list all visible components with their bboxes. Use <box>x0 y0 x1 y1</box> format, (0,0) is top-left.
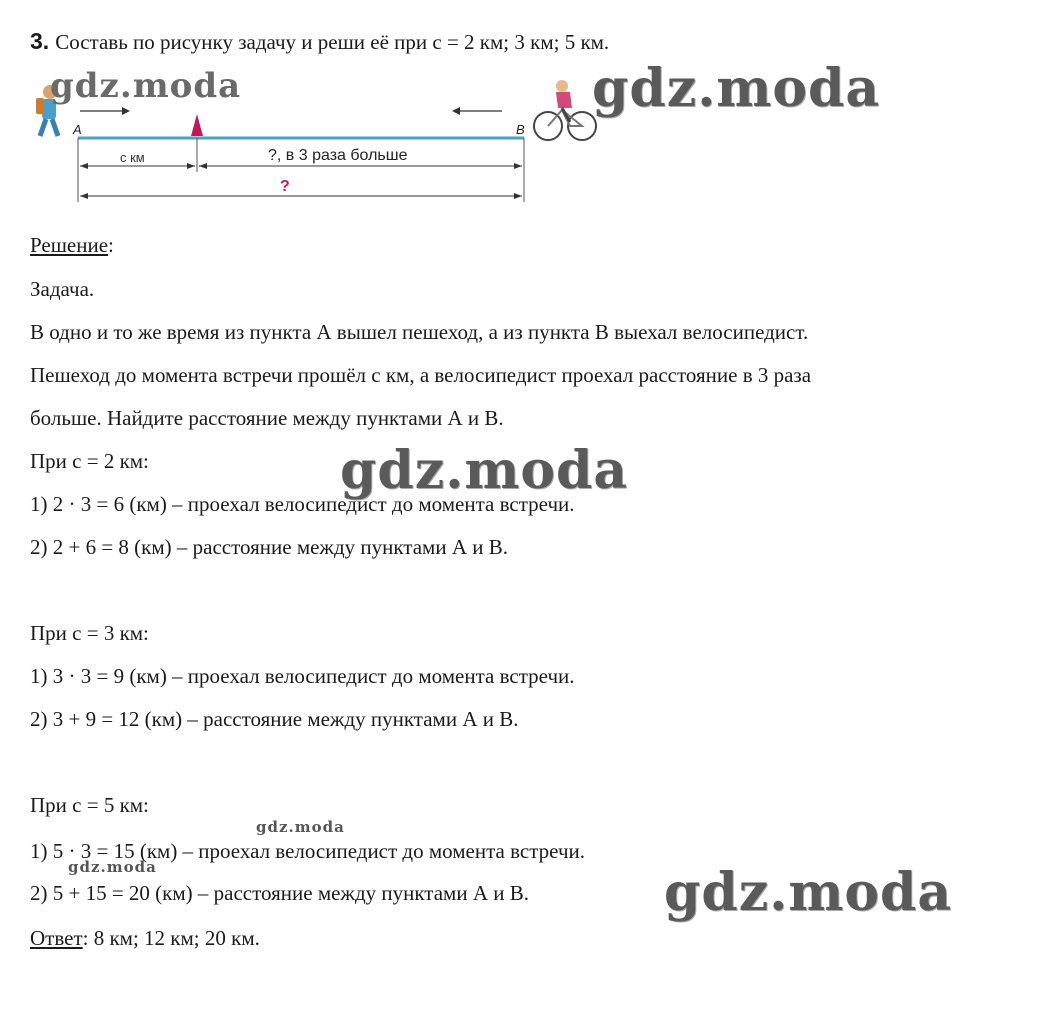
case-2-title: При с = 3 км: <box>30 621 149 645</box>
arrow-left-icon <box>452 107 502 115</box>
answer-label: Ответ <box>30 926 83 950</box>
cyclist-icon <box>534 80 596 140</box>
watermark-top-right: gdz.moda <box>592 58 881 119</box>
case-1-step-2: 2) 2 + 6 = 8 (км) – расстояние между пунктами А и В. <box>30 535 508 559</box>
case-3-title: При с = 5 км: <box>30 793 149 817</box>
solution-heading-colon: : <box>108 233 114 257</box>
task-number: 3. <box>30 28 50 54</box>
task-text: Составь по рисунку задачу и реши её при с = 2 км; 3 км; 5 км. <box>55 30 610 54</box>
task-statement <box>30 28 609 55</box>
problem-line-1: В одно и то же время из пункта А вышел пешеход, а из пункта В выехал велосипедист. <box>30 320 809 344</box>
segment-rest-label: ?, в 3 раза больше <box>268 147 408 164</box>
total-label: ? <box>280 178 290 195</box>
solution-heading <box>30 232 114 258</box>
case-3-step-2: 2) 5 + 15 = 20 (км) – расстояние между пунктами А и В. <box>30 881 529 905</box>
answer-text: : 8 км; 12 км; 20 км. <box>82 926 260 950</box>
case-1-step-1: 1) 2 · 3 = 6 (км) – проехал велосипедист до момента встречи. <box>30 492 575 516</box>
case-1-title: При с = 2 км: <box>30 449 149 473</box>
problem-line-3: больше. Найдите расстояние между пунктами А и В. <box>30 406 504 430</box>
case-2-step-2: 2) 3 + 9 = 12 (км) – расстояние между пунктами А и В. <box>30 707 519 731</box>
watermark-middle: gdz.moda <box>340 440 629 501</box>
problem-line-2: Пешеход до момента встречи прошёл с км, а велосипедист проехал расстояние в 3 раза <box>30 363 812 387</box>
watermark-small-2: gdz.moda <box>68 858 157 876</box>
watermark-small-1: gdz.moda <box>256 818 345 836</box>
meeting-point-marker <box>191 114 203 136</box>
arrow-right-icon <box>80 107 130 115</box>
solution-heading-text: Решение <box>30 233 109 257</box>
point-b-label: B <box>516 122 525 137</box>
task-label: Задача. <box>30 277 95 301</box>
case-3-step-1: 1) 5 · 3 = 15 (км) – проехал велосипедист до момента встречи. <box>30 839 586 863</box>
point-a-label: A <box>73 122 82 137</box>
watermark-top-left: gdz.moda <box>50 66 242 106</box>
watermark-bottom-right: gdz.moda <box>664 862 953 923</box>
segment-c-label: с км <box>120 150 145 165</box>
case-2-step-1: 1) 3 · 3 = 9 (км) – проехал велосипедист до момента встречи. <box>30 664 575 688</box>
answer-line <box>30 925 260 951</box>
